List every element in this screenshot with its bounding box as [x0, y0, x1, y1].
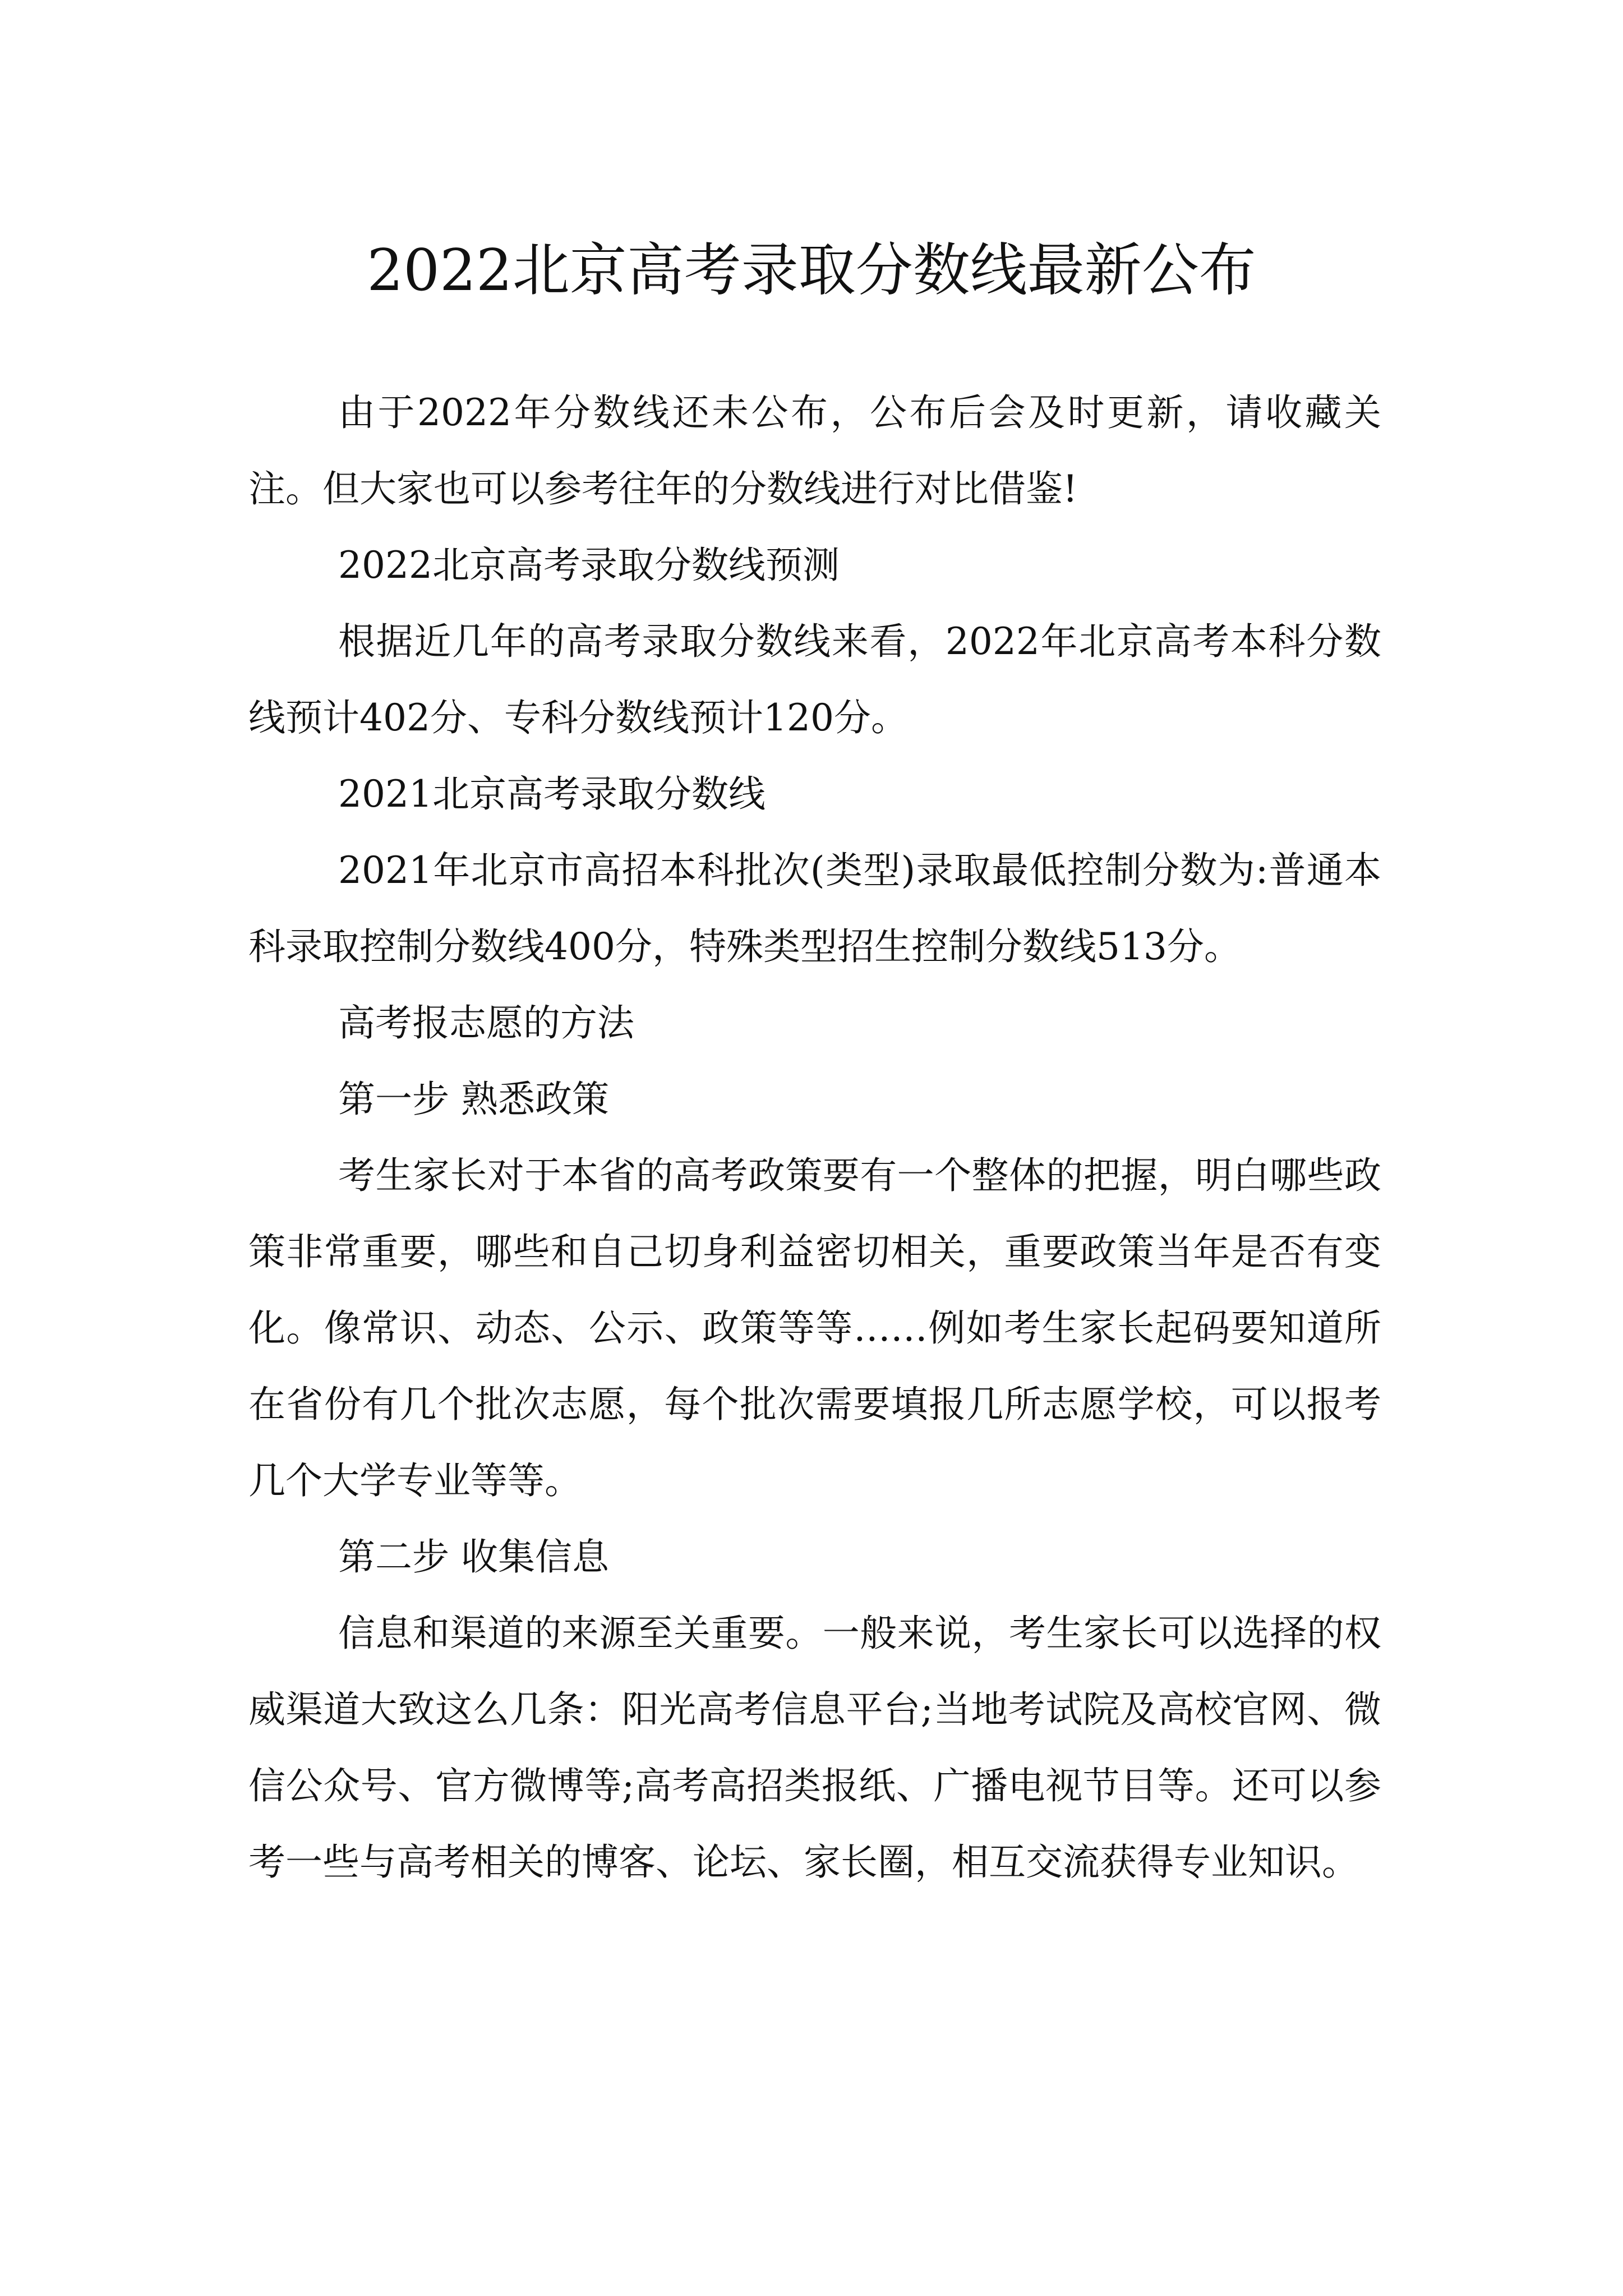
document-title: 2022北京高考录取分数线最新公布 — [367, 237, 1256, 305]
score-2021-heading: 2021北京高考录取分数线 — [338, 772, 766, 816]
step-two-heading: 第二步 收集信息 — [338, 1535, 609, 1579]
prediction-heading: 2022北京高考录取分数线预测 — [338, 544, 840, 587]
method-heading: 高考报志愿的方法 — [338, 1001, 634, 1045]
prediction-paragraph: 根据近几年的高考录取分数线来看，2022年北京高考本科分数线预计402分、专科分数线预计120分。 — [248, 620, 1381, 739]
intro-paragraph: 由于2022年分数线还未公布，公布后会及时更新，请收藏关注。但大家也可以参考往年的分数线进行对比借鉴! — [248, 391, 1381, 510]
step-one-heading: 第一步 熟悉政策 — [338, 1078, 609, 1121]
score-2021-paragraph: 2021年北京市高招本科批次(类型)录取最低控制分数为:普通本科录取控制分数线400分，特殊类型招生控制分数线513分。 — [248, 849, 1381, 968]
step-two-paragraph: 信息和渠道的来源至关重要。一般来说，考生家长可以选择的权威渠道大致这么几条：阳光高考信息平台;当地考试院及高校官网、微信公众号、官方微博等;高考高招类报纸、广播电视节目等。还可以参考一些与高考相关的博客、论坛、家长圈，相互交流获得专业知识。 — [248, 1612, 1381, 1884]
step-one-paragraph: 考生家长对于本省的高考政策要有一个整体的把握，明白哪些政策非常重要，哪些和自己切身利益密切相关，重要政策当年是否有变化。像常识、动态、公示、政策等等……例如考生家长起码要知道所在省份有几个批次志愿，每个批次需要填报几所志愿学校，可以报考几个大学专业等等。 — [248, 1154, 1381, 1502]
document-body — [248, 375, 1381, 1901]
